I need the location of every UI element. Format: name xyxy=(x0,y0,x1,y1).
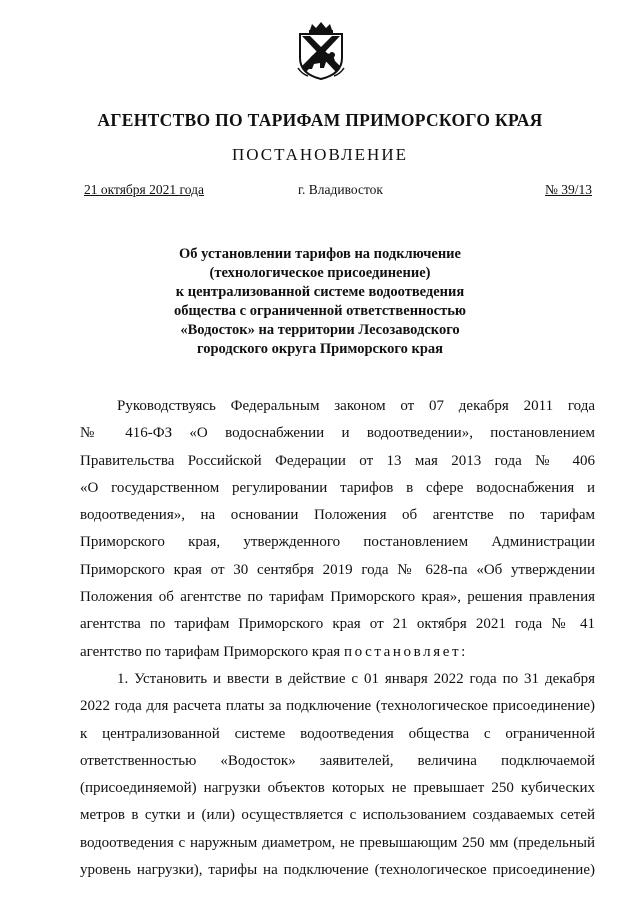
body-line: к централизованной системе водоотведения общества с ограниченной xyxy=(80,725,595,742)
subject-line: городского округа Приморского края xyxy=(197,341,443,357)
body-line: водоотведения», на основании Положения об агентстве по тарифам xyxy=(80,507,595,524)
coat-of-arms-icon xyxy=(296,22,346,80)
subject-line: «Водосток» на территории Лесозаводского xyxy=(180,322,460,338)
subject-line: (технологическое присоединение) xyxy=(209,265,431,281)
body-line: уровень нагрузки), тарифы на подключение (технологическое присоединение) xyxy=(80,862,595,879)
body-line: Приморского края, утвержденного постановлением Администрации xyxy=(80,534,595,551)
body-line: метров в сутки и (или) осуществляется с использованием создаваемых сетей xyxy=(80,807,595,824)
agency-title: АГЕНТСТВО ПО ТАРИФАМ ПРИМОРСКОГО КРАЯ xyxy=(97,110,543,130)
document-type: ПОСТАНОВЛЕНИЕ xyxy=(231,145,408,164)
subject-line: к централизованной системе водоотведения xyxy=(175,284,465,300)
body-line: 2022 года для расчета платы за подключение (технологическое присоединение) xyxy=(80,698,595,715)
body-line: Приморского края от 30 сентября 2019 года № 628-па «Об утверждении xyxy=(80,561,595,578)
body-line: Правительства Российской Федерации от 13 мая 2013 года № 406 xyxy=(80,452,595,469)
body-line: (присоединяемой) нагрузки объектов которых не превышает 250 кубических xyxy=(80,780,595,797)
document-number: № 39/13 xyxy=(544,182,592,197)
document-meta xyxy=(84,182,592,200)
document-city: г. Владивосток xyxy=(298,182,383,197)
body-line: ответственностью «Водосток» заявителей, величина подключаемой xyxy=(80,752,595,769)
body-line: «О государственном регулировании тарифов в сфере водоснабжения и xyxy=(80,479,595,496)
body-line: Положения об агентстве по тарифам Приморского края», решения правления xyxy=(80,589,595,606)
body-line: водоотведения с наружным диаметром, не превышающим 250 мм (предельный xyxy=(80,834,595,851)
body-line: Руководствуясь Федеральным законом от 07 декабря 2011 года xyxy=(117,398,595,414)
body-line-spaced: постановляет: xyxy=(343,643,468,660)
subject-line: общества с ограниченной ответственностью xyxy=(174,303,466,319)
subject-line: Об установлении тарифов на подключение xyxy=(179,246,461,262)
document-body xyxy=(80,393,595,884)
body-line-prefix: агентство по тарифам Приморского края xyxy=(80,643,341,660)
body-line: 1. Установить и ввести в действие с 01 января 2022 года по 31 декабря xyxy=(117,670,595,687)
body-line-last xyxy=(80,639,595,666)
body-line: № 416-ФЗ «О водоснабжении и водоотведении», постановлением xyxy=(80,425,595,442)
document-date: 21 октября 2021 года xyxy=(84,182,204,197)
document-subject xyxy=(0,245,640,359)
body-line: агентства по тарифам Приморского края от 21 октября 2021 года № 41 xyxy=(80,616,595,633)
